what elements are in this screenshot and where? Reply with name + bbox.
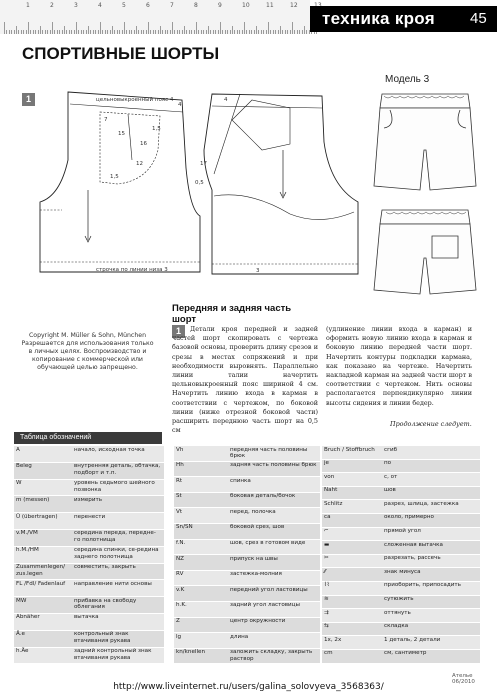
back-grain-line [280, 150, 286, 198]
model-front-illustration [374, 94, 476, 190]
legend-abbr: ⇆ [324, 623, 329, 630]
legend-abbr: h.M./HM [16, 547, 39, 554]
legend-abbr: ⁄⁄ [324, 568, 326, 575]
source-url: http://www.liveinternet.ru/users/galina_solovyeva_3568363/ [113, 682, 384, 692]
legend-abbr: von [324, 473, 335, 480]
legend-desc: боковая деталь/бочок [230, 493, 296, 500]
back-seat-curve [214, 195, 354, 220]
legend-desc: складка [384, 623, 409, 630]
legend-desc: с, от [384, 473, 398, 480]
model-label: Модель 3 [385, 74, 430, 85]
legend-row [174, 602, 320, 618]
legend-desc: сутюжить [384, 596, 414, 603]
legend-desc: шов, срез в готовом виде [230, 540, 306, 547]
legend-abbr: Bruch / Stoffbruch [324, 446, 375, 453]
legend-abbr: h.Äe [16, 648, 29, 655]
ruler-number: 10 [242, 2, 250, 9]
legend-abbr: MW [16, 597, 27, 604]
legend-abbr: ▬ [324, 541, 330, 548]
legend-row [14, 614, 164, 631]
legend-abbr: Sn/SN [176, 524, 193, 531]
continued-note: Продолжение следует. [390, 420, 472, 428]
legend-abbr: cm [324, 650, 333, 657]
legend-desc: перед, полочка [230, 508, 276, 515]
ruler-number: 3 [74, 2, 78, 9]
legend-abbr: Z [176, 618, 180, 625]
legend-desc: прибавка на свободу облегания [74, 597, 137, 611]
ruler-number: 7 [170, 2, 174, 9]
legend-row [174, 586, 320, 602]
legend-desc: уровень седьмого шейного позвонка [74, 480, 155, 493]
legend-abbr: v.M./VM [16, 530, 38, 537]
ruler-number: 6 [146, 2, 150, 9]
legend-row [322, 528, 480, 542]
legend-abbr: W [16, 480, 22, 487]
ruler-number: 5 [122, 2, 126, 9]
legend-abbr: 1x, 2x [324, 636, 342, 643]
legend-desc: длина [230, 633, 249, 640]
legend-abbr: A [16, 446, 20, 453]
section-text-col1 [172, 325, 318, 435]
legend-desc: см, сантиметр [384, 650, 427, 657]
legend-row [322, 473, 480, 487]
page-number: 45 [470, 10, 487, 27]
front-pocket-entry [128, 114, 132, 160]
legend-desc: середина переда, передне-го полотнища [74, 530, 156, 544]
legend-row [322, 582, 480, 596]
back-pattern [204, 94, 358, 274]
legend-abbr: ⌇⌇ [324, 582, 330, 589]
legend-row [322, 555, 480, 569]
legend-abbr: ≋ [324, 596, 329, 603]
legend-table [14, 432, 480, 672]
legend-abbr: Vh [176, 446, 184, 453]
ruler-number: 1 [26, 2, 30, 9]
legend-desc: около, примерно [384, 514, 434, 521]
legend-row [174, 571, 320, 587]
front-m16: 16 [140, 141, 147, 147]
front-m19: 1,5 [110, 174, 119, 180]
legend-row [174, 508, 320, 524]
legend-abbr: ⌐ [324, 528, 329, 535]
front-m7: 7 [104, 117, 108, 123]
legend-row [174, 633, 320, 649]
legend-row [174, 540, 320, 556]
ruler-number: 8 [194, 2, 198, 9]
legend-row [14, 463, 164, 480]
legend-abbr: lg [176, 633, 182, 640]
legend-abbr: je [324, 460, 329, 467]
legend-row [14, 580, 164, 597]
legend-abbr: Vt [176, 508, 183, 515]
legend-row [174, 477, 320, 493]
pattern-svg [0, 0, 497, 300]
legend-abbr: m (messen) [16, 496, 50, 503]
legend-desc: застежка-молния [230, 571, 282, 578]
front-m15b: 1,5 [152, 126, 161, 132]
legend-row [174, 493, 320, 509]
legend-row [14, 564, 164, 581]
legend-row [322, 541, 480, 555]
back-waistband-line [212, 106, 322, 108]
legend-abbr: Abnäher [16, 614, 40, 621]
article-title: СПОРТИВНЫЕ ШОРТЫ [22, 44, 220, 63]
legend-row [322, 650, 480, 664]
legend-desc: вытачка [74, 614, 99, 621]
legend-abbr: Schlitz [324, 500, 343, 507]
back-m05: 0,5 [195, 180, 204, 186]
legend-abbr: ✂ [324, 555, 329, 562]
legend-desc: боковой срез, шов [230, 524, 285, 531]
legend-abbr: NZ [176, 555, 185, 562]
legend-abbr: RV [176, 571, 184, 578]
legend-row [322, 609, 480, 623]
legend-abbr: Ü (übertragen) [16, 513, 58, 520]
back-outline [204, 94, 358, 274]
ruler-number: 4 [98, 2, 102, 9]
ruler-number: 2 [50, 2, 54, 9]
legend-desc: оттянуть [384, 609, 411, 616]
section-step-badge: 1 [172, 325, 185, 338]
legend-row [14, 513, 164, 530]
front-pocket-lining [100, 112, 160, 184]
legend-row [322, 596, 480, 610]
front-grain-line [85, 190, 91, 242]
legend-row [14, 597, 164, 614]
legend-row [322, 623, 480, 637]
legend-abbr: f.N. [176, 540, 186, 547]
back-m17: 17 [200, 161, 207, 167]
legend-desc: задний контрольный знак втачивания рукава [74, 648, 152, 661]
legend-desc: направление нити основы [74, 580, 152, 587]
front-waistband-label: цельновыкроенный пояс 4 [96, 97, 174, 103]
legend-row [14, 496, 164, 513]
legend-abbr: ⇉ [324, 609, 329, 616]
legend-row [322, 514, 480, 528]
legend-desc: сгиб [384, 446, 398, 453]
legend-row [322, 568, 480, 582]
legend-desc: разрезать, рассечь [384, 555, 441, 562]
front-pattern [40, 92, 200, 272]
legend-row [322, 487, 480, 501]
legend-desc: совместить, закрыть [74, 564, 136, 571]
legend-desc: спинка [230, 477, 251, 484]
legend-row [322, 636, 480, 650]
legend-desc: измерить [74, 496, 103, 503]
legend-abbr: Beleg [16, 463, 32, 470]
legend-abbr: Ä.e [16, 631, 25, 638]
back-m3: 3 [256, 268, 260, 274]
front-outline [40, 92, 200, 272]
legend-abbr: ca [324, 514, 331, 521]
legend-row [14, 631, 164, 648]
legend-row [322, 500, 480, 514]
legend-row [14, 480, 164, 497]
section-col1-text: Детали кроя передней и задней частей шорт скопировать с чертежа базовой основы, проверить длину срезов и срезы в местах сопряжений и при необходимости выровнять. Параллельно линии талии начертить цельновыкроенный пояс шириной 4 см. Начертить линию входа в карман в соответствии с чертежом, по боковой линии (ниже отрезной боковой части) расширить переднюю часть шорт на 0,5 см [172, 325, 318, 435]
legend-row [174, 446, 320, 462]
ruler-number: 12 [290, 2, 298, 9]
legend-row [14, 547, 164, 564]
legend-desc: прямой угол [384, 528, 421, 535]
legend-desc: передний угол ластовицы [230, 586, 308, 593]
model-back-illustration [374, 210, 476, 294]
front-m15: 15 [118, 131, 125, 137]
front-m12: 12 [136, 161, 143, 167]
legend-desc: задний угол ластовицы [230, 602, 300, 609]
legend-desc: 1 деталь, 2 детали [384, 636, 441, 643]
front-hem-label: строчка по линии низа 3 [96, 267, 168, 273]
legend-desc: контрольный знак втачивания рукава [74, 631, 131, 644]
legend-row [174, 524, 320, 540]
legend-abbr: Zusammenlegen/ zus.legen [16, 564, 66, 577]
legend-desc: внутренняя деталь, обтачка, подборт и т.п. [74, 463, 161, 476]
legend-header: Таблица обозначений [14, 432, 162, 444]
legend-row [14, 648, 164, 665]
legend-row [174, 462, 320, 478]
legend-row [322, 446, 480, 460]
legend-column-3 [322, 446, 480, 664]
legend-desc: по [384, 460, 392, 467]
legend-abbr: St [176, 493, 182, 500]
legend-row [14, 530, 164, 547]
legend-desc: заложить складку, закрыть раствор [230, 649, 313, 662]
copyright-notice: Copyright M. Müller & Sohn, München Разрешается для использования только в личных целях. Воспроизводство и копирование с коммерческой или обучающей целью запрещено. [21, 332, 154, 371]
legend-desc: центр окружности [230, 618, 286, 625]
legend-row [14, 446, 164, 463]
section-text-col2: (удлинение линии входа в карман) и оформить новую линию входа в карман и боковую линию передней части шорт. Начертить контуры подкладки кармана, как показано на чертеже. Начертить накладной карман на задней части шорт в соответствии с чертежом. Нить основы располагается перпендикулярно линии высоты сидения и линии бедер. [326, 325, 472, 407]
legend-column-1 [14, 446, 164, 664]
legend-desc: передняя часть половины брюк [230, 446, 308, 460]
front-waistband-line [70, 104, 183, 112]
legend-row [174, 618, 320, 634]
legend-desc: задняя часть половины брюк [230, 462, 317, 469]
legend-desc: знак минуса [384, 568, 421, 575]
ruler-number: 9 [218, 2, 222, 9]
legend-abbr: h.K. [176, 602, 187, 609]
legend-row [174, 555, 320, 571]
legend-desc: приоборить, припосадить [384, 582, 461, 589]
legend-row [174, 649, 320, 665]
legend-desc: разрез, шлица, застежка [384, 500, 459, 507]
legend-desc: сложенная вытачка [384, 541, 443, 548]
legend-abbr: kn/knellen [176, 649, 205, 656]
back-m4: 4 [224, 97, 228, 103]
issue-label: Ателье 06/2010 [452, 673, 475, 685]
ruler-number: 11 [266, 2, 274, 9]
legend-abbr: Naht [324, 487, 338, 494]
legend-abbr: Rt [176, 477, 183, 484]
legend-desc: шов [384, 487, 396, 494]
legend-desc: середина спинки, се-редина заднего полотнища [74, 547, 159, 560]
legend-abbr: FL /Fdl/ Fadenlauf [16, 580, 66, 587]
legend-column-2 [174, 446, 320, 664]
legend-abbr: Hh [176, 462, 184, 469]
legend-abbr: v.K [176, 586, 185, 593]
front-m4: 4 [178, 102, 182, 108]
section-title: Передняя и задняя часть шорт [172, 303, 292, 325]
header-title: техника кроя [322, 9, 435, 28]
step-badge: 1 [22, 93, 35, 106]
legend-row [322, 460, 480, 474]
legend-desc: припуск на швы [230, 555, 278, 562]
legend-desc: начало, исходная точка [74, 446, 145, 453]
legend-desc: перенести [74, 513, 106, 520]
